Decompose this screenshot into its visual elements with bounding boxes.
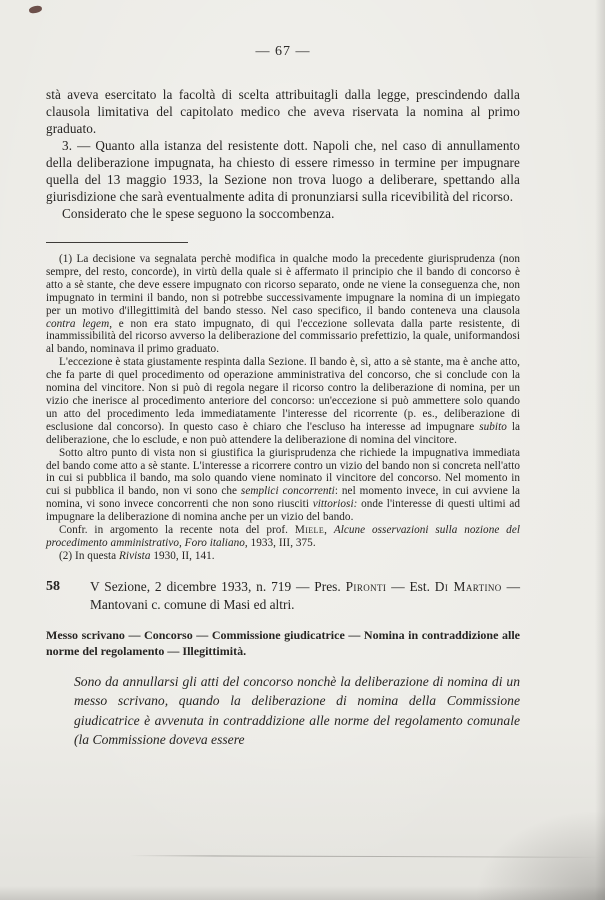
footnote-2 — [46, 550, 520, 563]
text-run: , 1933, III, 375. — [244, 536, 316, 549]
case-headnote: Messo scrivano — Concorso — Commissione giudicatrice — Nomina in contraddizione alle norme del regolamento — Illegittimità. — [46, 627, 520, 658]
footnotes — [46, 253, 520, 563]
work-title: Rivista — [119, 549, 151, 562]
text-run: Sotto altro punto di vista non si giustifica la giurisprudenza che richiede la impugnativa immediata del bando come atto a sè stante. L'interesse a ricorrere contro un vizio del bando non si concreta nell'atto in cui si pubblica il bando, ma solo quando viene nominato il vincitore del concorso. Nel momento in cui si pubblica il bando, non vi sono che — [46, 446, 520, 498]
case-summary: Sono da annullarsi gli atti del concorso nonchè la deliberazione di nomina di un messo scrivano, quando la deliberazione di nomina della Commissione giudicatrice è avvenuta in contraddizione alle norme del regolamento comunale (la Commissione doveva essere — [74, 673, 520, 748]
president-name: Pironti — [345, 578, 387, 594]
case-citation — [90, 578, 520, 614]
page-content — [46, 44, 520, 750]
text-run: , e non era stato impugnato, di qui l'eccezione sollevata dalla parte resistente, di inammissibilità del ricorso avverso la deliberazione del commissario prefettizio, la quale, uniformandosi al bando, nominava il primo graduato. — [46, 317, 520, 356]
page-number: — 67 — — [255, 44, 311, 59]
case-entry — [46, 578, 520, 750]
footnote-1-para-1 — [46, 253, 520, 356]
estensore-name: Di Martino — [434, 578, 502, 594]
italic-term: contra legem — [46, 317, 110, 330]
text-run: V Sezione, 2 dicembre 1933, n. 719 — Pres. — [90, 578, 346, 594]
italic-term: semplici concorrenti — [240, 485, 335, 498]
scan-edge-shade — [595, 0, 605, 900]
text-run: : nel momento invece, in cui avviene la nomina, vi sono invece concorrenti che non sono riusciti — [46, 485, 521, 511]
paragraph: Considerato che le spese seguono la soccombenza. — [62, 206, 335, 221]
text-run: Confr. in argomento la recente nota del prof. — [59, 524, 295, 537]
footnote-1-para-2 — [46, 356, 520, 446]
text-run: (2) In questa — [59, 549, 120, 562]
case-header — [46, 578, 520, 614]
footnote-1-para-4 — [46, 524, 520, 550]
text-run: — Mantovani c. comune di Masi ed altri. — [90, 578, 520, 612]
text-run: onde l'interesse di questi ultimi ad impugnare la deliberazione di nomina anche per un vizio del bando. — [46, 498, 520, 524]
work-title: Alcune osservazioni sulla nozione del procedimento amministrativo, Foro italiano — [46, 524, 521, 549]
decision-text — [46, 86, 520, 222]
text-run: la deliberazione, che lo esclude, e non può attendere la deliberazione di nomina del vincitore. — [46, 420, 520, 446]
author-name: Miele — [294, 524, 325, 537]
footnote-separator — [46, 242, 188, 243]
case-number: 58 — [46, 578, 60, 594]
text-run: 1930, II, 141. — [150, 549, 215, 562]
scan-edge-shade — [0, 886, 605, 900]
italic-term: vittoriosi: — [312, 498, 358, 511]
italic-term: subito — [479, 420, 507, 433]
text-run: (1) La decisione va segnalata perchè modifica in qualche modo la precedente giurisprudenza (non sempre, del resto, concorde), in virtù della quale si è affermato il principio che il bando di concorso è atto a sè stante, che deve essere impugnato con ricorso separato, onde ne viene la conseguenza che, non impugnato in termini il bando, non si potrebbe successivamente impugnare la nomina di un impiegato per un motivo d'illegittimità del bando stesso. Nel caso specifico, il bando conteneva una clausola — [46, 253, 520, 317]
paragraph: 3. — Quanto alla istanza del resistente dott. Napoli che, nel caso di annullamento della deliberazione impugnata, ha chiesto di essere rimesso in termine per impugnare quella del 13 maggio 1933, la Sezione non trova luogo a deliberare, spettando alla giurisdizione che sarà eventualmente adita di pronunziarsi sulla ricevibilità del ricorso. — [46, 138, 520, 204]
text-run: — Est. — [386, 578, 435, 594]
footnote-1-para-3 — [46, 447, 520, 524]
paragraph-continuation: stà aveva esercitato la facoltà di scelta attribuitagli dalla legge, prescindendo dalla clausola limitativa del capitolato medico che aveva riservata la nomina al primo graduato. — [46, 87, 520, 136]
scan-artifact-corner — [28, 5, 42, 15]
text-run: , — [324, 524, 334, 537]
text-run: L'eccezione è stata giustamente respinta dalla Sezione. Il bando è, sì, atto a sè stante, ma è anche atto, che fa parte di quel procedimento od operazione amministrativa del concorso, che si conclude con la nomina del vincitore. Non si può di regola negare il ricorso contro la deliberazione di nomina, per un vizio che inerisce al procedimento anteriore del concorso: un'eccezione si può ammettere solo quando un atto del procedimento leda immediatamente l'interesse del ricorrente (p. es., deliberazione di esclusione dal concorso). In questo caso è chiaro che l'escluso ha interesse ad impugnare — [46, 356, 520, 433]
